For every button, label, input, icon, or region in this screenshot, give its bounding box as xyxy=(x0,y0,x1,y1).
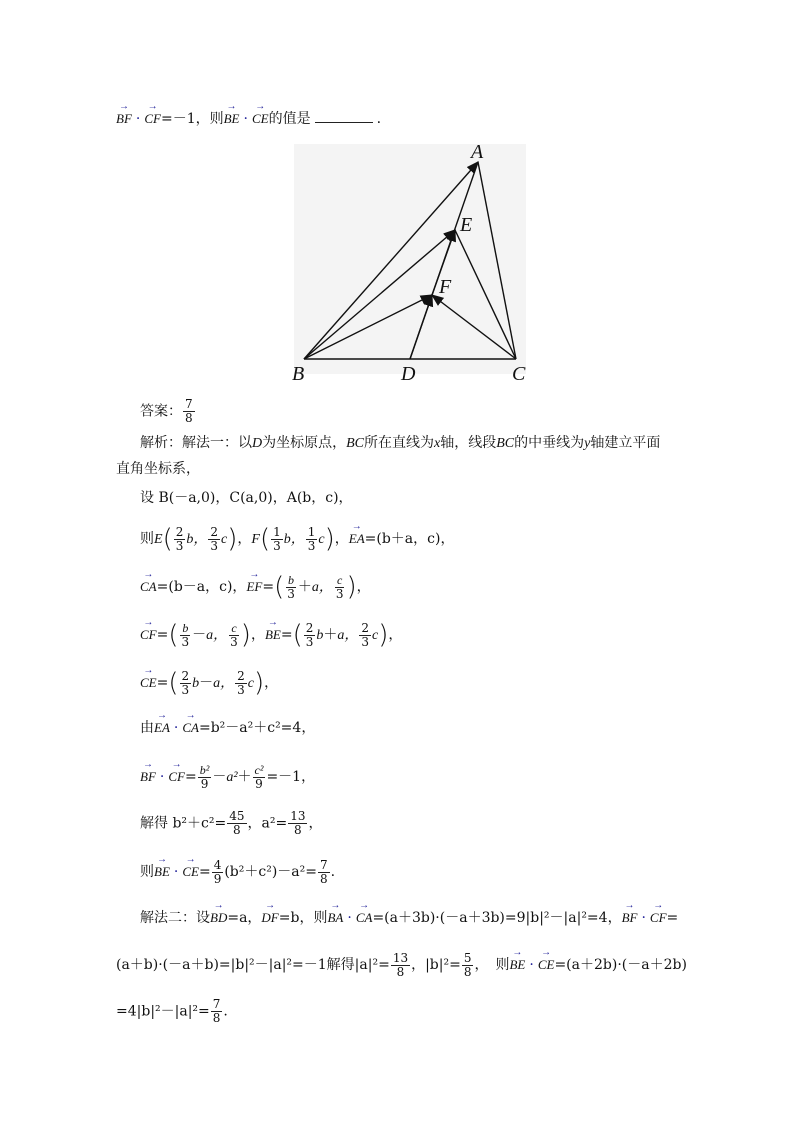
label-f: F xyxy=(439,276,452,298)
label-c: C xyxy=(512,363,526,385)
method-2-line-3: =4|b|²－|a|²= $\frac{7}{8}$ . xyxy=(116,997,228,1025)
vector-be-2: → BE xyxy=(265,620,281,642)
solution-line-7: 由→ EA ·→ CA=b²－a²＋c²=4， xyxy=(140,713,315,738)
label-d: D xyxy=(401,363,416,385)
solution-line-5: → CF=( $\frac{b}{3}$ －a， $\frac{c}{3}$ )，→ BE=( $\frac{2}{3}$ b＋a， $\frac{2}{3}$ c)， xyxy=(140,620,402,649)
vector-cf-2: → CF xyxy=(140,620,157,642)
vector-be: → BE xyxy=(224,104,240,126)
answer-fraction: $\frac{7}{8}$ xyxy=(185,397,193,425)
answer-line: 答案： $\frac{7}{8}$ xyxy=(140,397,193,425)
solution-intro: 解析：解法一：以D为坐标原点，BC所在直线为x轴，线段BC的中垂线为y轴建立平面 xyxy=(140,435,661,451)
solution-line-6: → CE=( $\frac{2}{3}$ b－a， $\frac{2}{3}$ c)， xyxy=(140,668,278,697)
label-e: E xyxy=(460,214,473,236)
method-2-line-1: 解法二：设→ BD=a，→ DF=b，则→ BA ·→ CA=(a＋3b)·(－a＋3b)=9|b|²－|a|²=4，→ BF ·→ CF= xyxy=(140,903,678,928)
answer-blank xyxy=(315,122,373,123)
vector-bf: → BF xyxy=(116,104,132,126)
vector-ea: → EA xyxy=(349,524,365,546)
solution-line-9: 解得 b²＋c²= $\frac{45}{8}$ ，a²= $\frac{13}{8}$ ， xyxy=(140,809,323,837)
solution-line-10: 则→ BE ·→ CE= $\frac{4}{9}$ (b²＋c²)－a²= $\frac{7}{8}$ . xyxy=(140,857,335,886)
vector-cf: → CF xyxy=(144,104,161,126)
vector-ef: → EF xyxy=(246,572,262,594)
method-2-line-2: (a＋b)·(－a＋b)=|b|²－|a|²=－1解得|a|²= $\frac{13}{8}$ ，|b|²= $\frac{5}{8}$ ， 则→ BE ·→ CE=(a＋2b)·(－a＋2b) xyxy=(116,950,687,979)
vector-ce: → CE xyxy=(252,104,269,126)
problem-text: =－1，则 xyxy=(160,111,224,127)
label-a: A xyxy=(471,141,484,163)
set-coordinates: 设 B(－a,0)，C(a,0)，A(b，c)， xyxy=(140,490,353,506)
problem-tail: 的值是 xyxy=(268,111,311,127)
problem-line: → BF ·→ CF=－1，则→ BE ·→ CE的值是 . xyxy=(116,104,381,129)
solution-intro-cont: 直角坐标系， xyxy=(116,461,200,477)
solution-line-3: 则E( $\frac{2}{3}$ b， $\frac{2}{3}$ c)，F( $\frac{1}{3}$ b， $\frac{1}{3}$ c)，→ EA=(b＋a，c)， xyxy=(140,524,454,553)
solution-line-8: → BF ·→ CF= $\frac{\text{b²}}{9}$ －a²＋ $\frac{\text{c²}}{9}$ =－1， xyxy=(140,762,315,791)
dot-operator: · xyxy=(135,111,141,127)
vector-ce-2: → CE xyxy=(140,668,157,690)
label-b: B xyxy=(292,363,305,385)
geometry-figure xyxy=(280,140,530,390)
vector-ca: → CA xyxy=(140,572,157,594)
solution-line-4: → CA=(b－a，c)，→ EF=( $\frac{b}{3}$ ＋a， $\frac{c}{3}$ )， xyxy=(140,572,371,601)
